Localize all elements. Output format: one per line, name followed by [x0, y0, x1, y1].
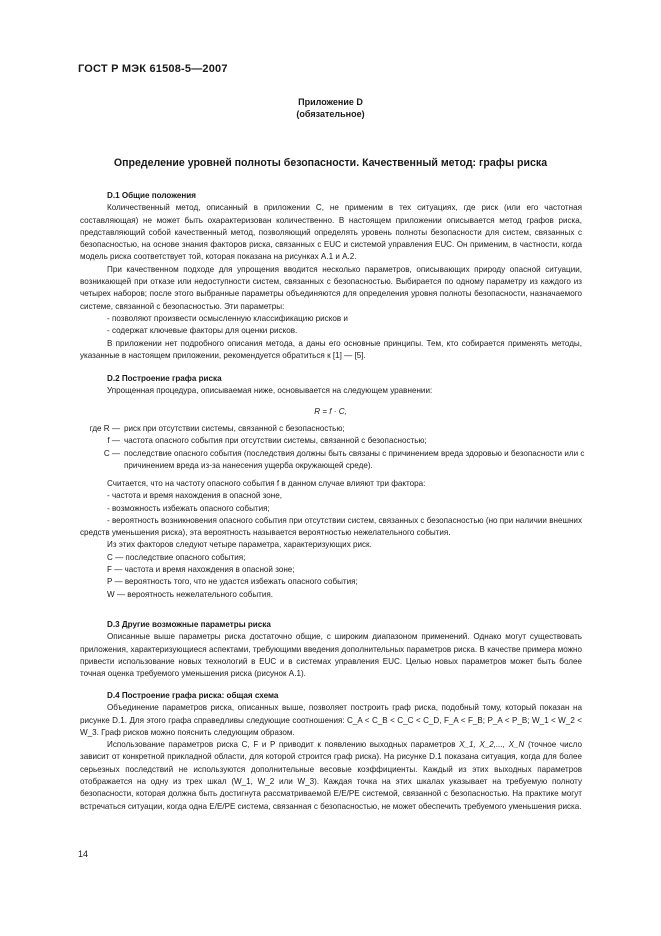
list-item-text: - вероятность возникновения опасного события при отсутствии систем, связанных с безопасностью (но при наличии внешних средств уменьшения риска), эта вероятность называется вероятностью нежелательного события. [80, 515, 582, 538]
param-item: W — вероятность нежелательного события. [107, 589, 274, 599]
annex-status: (обязательное) [296, 109, 365, 119]
document-header: ГОСТ Р МЭК 61508-5—2007 [78, 63, 228, 75]
scales-text: (W_1, W_2 или W_3) [231, 777, 317, 787]
list-item [80, 515, 582, 540]
section-d4 [80, 690, 582, 813]
definition-text: риск при отсутствии системы, связанной с безопасностью; [124, 424, 345, 433]
paragraph: Из этих факторов следуют четыре параметра, характеризующих риск. [107, 540, 372, 550]
paragraph: При качественном подходе для упрощения вводится несколько параметров, описывающих природу опасной ситуации, возникающей при отказе или недоступности систем, связанных с безопасностью. Выбирается по одному параметру из каждого из четырех наборов; после этого выбранные параметры объединяются для определения уровня полноты безопасности, назначаемого системе, связанной с безопасностью. Эти параметры: [80, 264, 582, 311]
list-item: - частота и время нахождения в опасной зоне, [107, 491, 282, 501]
list-item: - содержат ключевые факторы для оценки рисков. [107, 326, 298, 336]
definition-symbol: C — [103, 448, 120, 458]
text-run: Использование параметров риска C, F и P приводит к появлению выходных параметров [107, 740, 460, 750]
section-heading: D.4 Построение графа риска: общая схема [107, 691, 279, 700]
section-heading: D.2 Построение графа риска [107, 374, 222, 383]
text-run: Объединение параметров риска, описанных выше, позволяет построить граф риска, подобный тому, который показан на рисунке D.1. Для этого графа справедливы следующие соотношения: [80, 703, 582, 725]
definition-item [80, 423, 590, 435]
paragraph: Количественный метод, описанный в приложении C, не применим в тех ситуациях, где риск (или его частотная составляющая) не может быть охарактеризован количественно. В настоящем приложении описывается метод графов риска, представляющий собой качественный метод, позволяющий определять уровень полноты безопасности для систем, связанных с безопасностью, на основе знания факторов риска, связанных с EUC и системой управления EUC. Он применим, в частности, когда модель риска соответствует той, которая показана на рисунках A.1 и A.2. [80, 203, 582, 262]
page-title: Определение уровней полноты безопасности. Качественный метод: графы риска [113, 157, 548, 169]
definition-item [80, 435, 590, 447]
param-item: C — последствие опасного события; [107, 552, 246, 562]
section-d2-continued [80, 478, 582, 601]
definitions-list [80, 423, 590, 472]
definition-item [80, 448, 590, 473]
paragraph: Считается, что на частоту опасного события f в данном случае влияют три фактора: [107, 479, 426, 488]
section-d2 [80, 373, 582, 398]
paragraph [80, 702, 582, 739]
risk-formula: R = f · C, [314, 407, 347, 416]
definition-text: частота опасного события при отсутствии системы, связанной с безопасностью; [124, 436, 427, 446]
outputs-text: X_1, X_2,..., X_N [459, 740, 525, 750]
param-item: F — частота и время нахождения в опасной зоне; [107, 565, 295, 575]
section-d3 [80, 619, 582, 680]
paragraph: В приложении нет подробного описания метода, а даны его основные принципы. Тем, кто собирается применять методы, указанные в настоящем приложении, рекомендуется обратиться к [1] — [5]. [80, 338, 582, 360]
section-d1 [80, 190, 582, 362]
list-item: - возможность избежать опасного события; [107, 503, 270, 513]
paragraph [80, 739, 582, 813]
paragraph: Упрощенная процедура, описываемая ниже, основывается на следующем уравнении: [107, 386, 433, 396]
text-run: (точное число зависит от конкретной прикладной области, для которой строится граф риска). На рисунке D.1 показана ситуация, когда для более серьезных последствий не используются дополнительные весовые коэффициенты. Каждый из этих выходных параметров отображается на одну из трех шкал [80, 740, 582, 787]
text-run: . Каждая точка на этих шкалах указывает на требуемую полноту безопасности, которая должна быть достигнута рассматриваемой E/E/PE системой, связанной с безопасностью. На практике могут встречаться ситуации, когда одна E/E/PE система, связанная с безопасностью, не может обеспечить требуемого уменьшения риска. [80, 777, 583, 811]
text-run: . Граф рисков можно пояснить следующим образом. [96, 727, 295, 737]
relations-text: C_A < C_B < C_C < C_D, F_A < F_B; P_A < P_B; W_1 < W_2 < W_3 [80, 715, 582, 737]
annex-label: Приложение D [298, 97, 363, 107]
list-item: - позволяют произвести осмысленную классификацию рисков и [107, 313, 348, 323]
paragraph: Описанные выше параметры риска достаточно общие, с широким диапазоном применений. Однако могут существовать приложения, характеризующиеся аспектами, требующими введения дополнительных параметров риска. В качестве примера можно привести использование новых технологий в EUC и в системах управления EUC. Целью новых параметров может быть более точная оценка требуемого уменьшения риска (рисунок A.1). [80, 632, 582, 679]
definition-symbol: f — [107, 436, 120, 446]
section-heading: D.3 Другие возможные параметры риска [107, 620, 271, 629]
section-heading: D.1 Общие положения [107, 191, 196, 200]
page-number: 14 [78, 849, 89, 859]
definition-symbol: где R — [89, 424, 120, 433]
param-item: P — вероятность того, что не удастся избежать опасного события; [107, 577, 358, 587]
definition-text: последствие опасного события (последствия должны быть связаны с причинением вреда здоровью и безопасности или с причинением вреда из-за нанесения ущерба окружающей среде). [124, 448, 585, 470]
